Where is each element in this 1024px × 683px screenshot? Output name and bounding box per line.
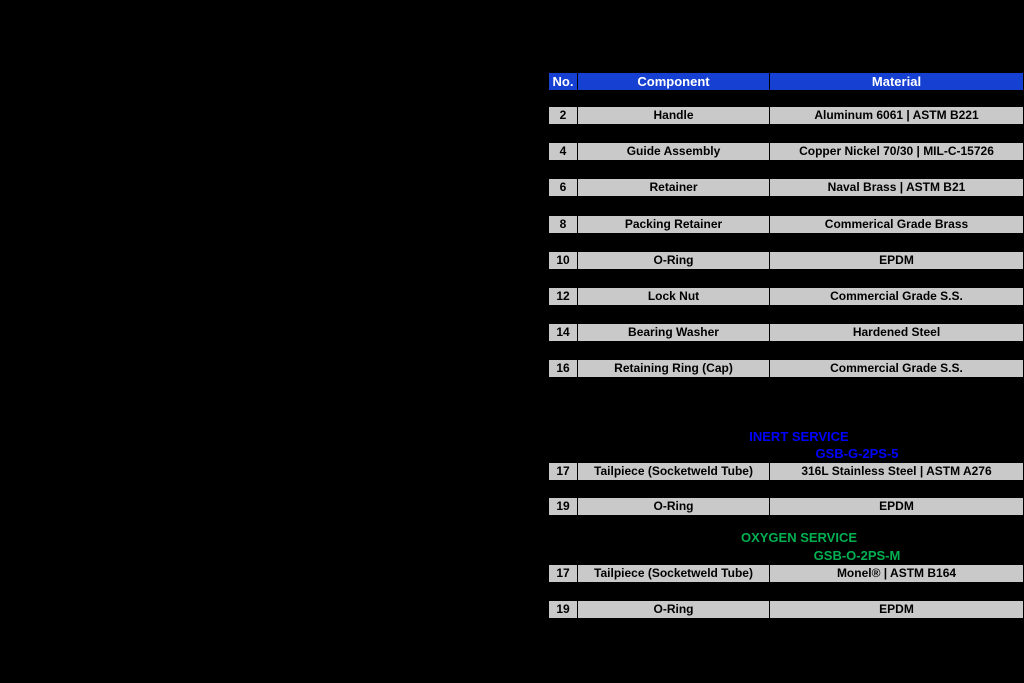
table-row [548,287,1024,306]
header-component: Component [577,72,770,91]
cell-material: Commercial Grade S.S. [769,287,1024,306]
cell-material: Naval Brass | ASTM B21 [769,178,1024,197]
cell-material: EPDM [769,600,1024,619]
cell-no: 6 [548,178,578,197]
cell-material: Commerical Grade Brass [769,215,1024,234]
cell-component: Bearing Washer [577,323,770,342]
cell-material: Hardened Steel [769,323,1024,342]
cell-no: 17 [548,564,578,583]
cell-material: 316L Stainless Steel | ASTM A276 [769,462,1024,481]
table-row [548,215,1024,234]
inert-service-label: INERT SERVICE [749,429,849,444]
cell-component: O-Ring [577,497,770,516]
cell-material: Commercial Grade S.S. [769,359,1024,378]
table-row [548,497,1024,516]
cell-no: 19 [548,497,578,516]
cell-component: Tailpiece (Socketweld Tube) [577,462,770,481]
cell-component: Guide Assembly [577,142,770,161]
table-row [548,600,1024,619]
cell-material: EPDM [769,251,1024,270]
cell-material: Copper Nickel 70/30 | MIL-C-15726 [769,142,1024,161]
cell-no: 19 [548,600,578,619]
header-material: Material [769,72,1024,91]
oxygen-service-label: OXYGEN SERVICE [740,530,858,545]
cell-component: Retainer [577,178,770,197]
cell-component: Retaining Ring (Cap) [577,359,770,378]
table-row [548,323,1024,342]
cell-no: 8 [548,215,578,234]
cell-component: Packing Retainer [577,215,770,234]
spec-table [548,72,1024,632]
cell-no: 16 [548,359,578,378]
cell-component: O-Ring [577,600,770,619]
cell-material: Aluminum 6061 | ASTM B221 [769,106,1024,125]
table-row [548,462,1024,481]
cell-no: 12 [548,287,578,306]
cell-component: Handle [577,106,770,125]
table-row [548,251,1024,270]
cell-no: 4 [548,142,578,161]
cell-no: 2 [548,106,578,125]
header-no: No. [548,72,578,91]
oxygen-part-number: GSB-O-2PS-M [813,548,901,563]
table-header-row [548,72,1024,91]
table-row [548,178,1024,197]
table-row [548,564,1024,583]
table-row [548,359,1024,378]
inert-part-number: GSB-G-2PS-5 [815,446,899,461]
cell-no: 10 [548,251,578,270]
cell-component: Tailpiece (Socketweld Tube) [577,564,770,583]
cell-material: Monel® | ASTM B164 [769,564,1024,583]
cell-no: 17 [548,462,578,481]
table-row [548,142,1024,161]
cell-component: O-Ring [577,251,770,270]
cell-component: Lock Nut [577,287,770,306]
table-row [548,106,1024,125]
cell-no: 14 [548,323,578,342]
cell-material: EPDM [769,497,1024,516]
